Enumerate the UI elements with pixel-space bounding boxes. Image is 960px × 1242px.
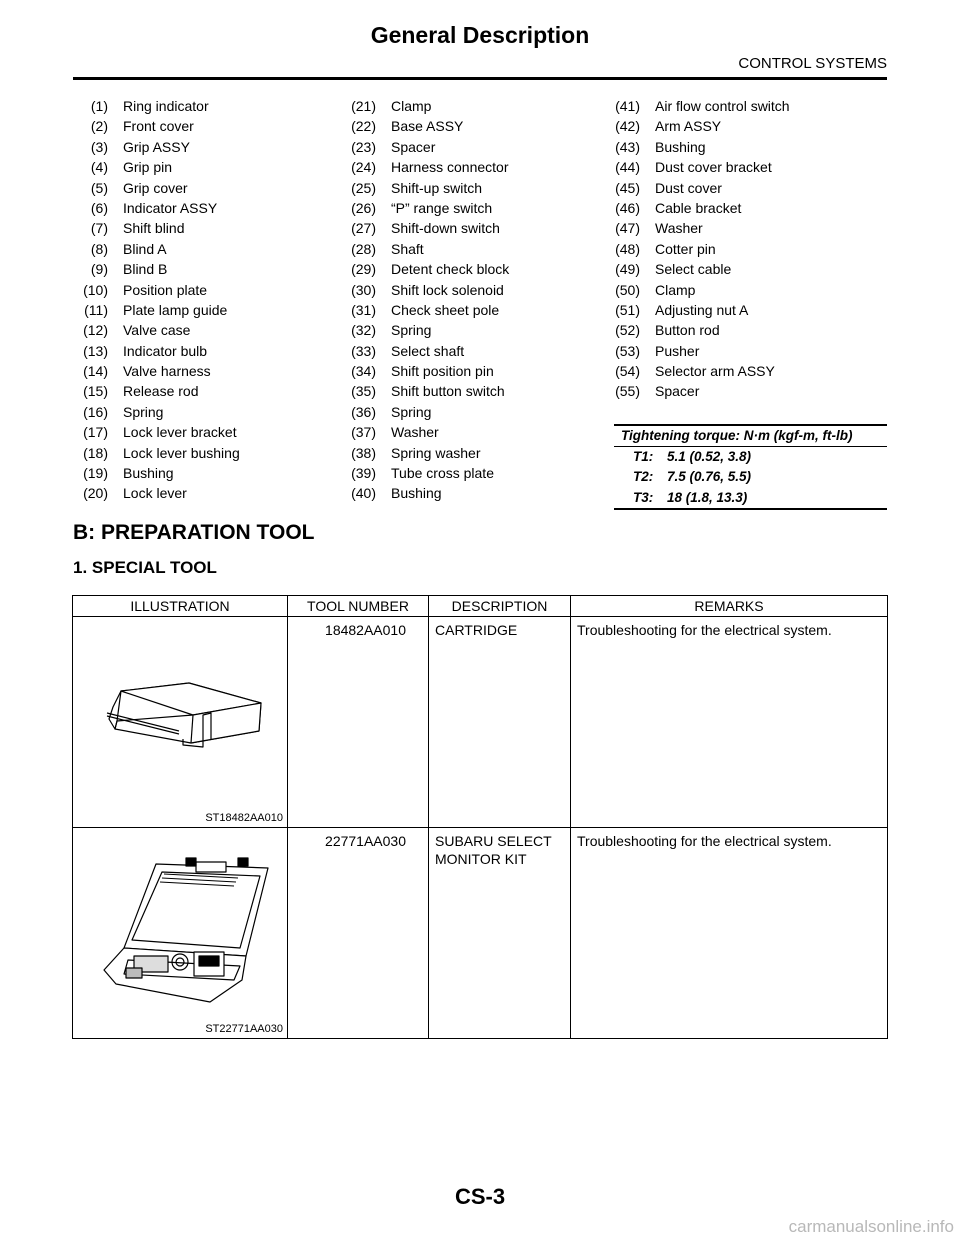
part-name: Spring — [391, 403, 432, 420]
part-number: (28) — [351, 240, 376, 257]
part-number: (29) — [351, 261, 376, 278]
part-name: Air flow control switch — [655, 98, 790, 114]
part-number: (18) — [83, 444, 108, 461]
part-name: Spring — [123, 403, 164, 420]
part-name: Grip ASSY — [123, 138, 190, 155]
part-number: (36) — [351, 403, 376, 420]
part-name: Shift button switch — [391, 383, 505, 400]
part-name: Shift-up switch — [391, 179, 483, 196]
part-name: Shift blind — [123, 220, 185, 237]
part-name: Cotter pin — [655, 240, 716, 257]
cartridge-illustration — [99, 681, 269, 771]
part-name: Button rod — [655, 322, 720, 339]
torque-row — [614, 447, 887, 467]
header-divider — [73, 77, 887, 80]
part-name: Washer — [391, 424, 439, 441]
part-number: (19) — [83, 465, 108, 482]
part-name: “P” range switch — [391, 199, 493, 216]
column-header: REMARKS — [571, 596, 888, 617]
torque-label: T3: — [633, 489, 654, 505]
part-number: (46) — [615, 199, 640, 216]
part-name: Base ASSY — [391, 118, 464, 135]
part-number: (42) — [615, 118, 640, 135]
part-name: Blind B — [123, 261, 168, 278]
part-number: (45) — [615, 179, 640, 196]
part-number: (38) — [351, 444, 376, 461]
section-heading: B: PREPARATION TOOL — [73, 521, 315, 544]
special-tool-table — [72, 595, 888, 1039]
torque-heading: Tightening torque: N·m (kgf-m, ft-lb) — [614, 426, 887, 447]
part-name: Clamp — [391, 98, 432, 114]
tool-remarks: Troubleshooting for the electrical system. — [571, 617, 888, 828]
part-number: (16) — [83, 403, 108, 420]
part-number: (2) — [90, 118, 108, 135]
part-number: (39) — [351, 465, 376, 482]
part-number: (8) — [90, 240, 108, 257]
part-name: Adjusting nut A — [655, 301, 749, 318]
part-name: Spring washer — [391, 444, 481, 461]
part-number: (49) — [615, 261, 640, 278]
illustration-caption: ST22771AA030 — [205, 1023, 283, 1035]
part-number: (12) — [83, 322, 108, 339]
torque-label: T2: — [633, 469, 654, 485]
table-row — [73, 617, 888, 828]
part-name: Lock lever — [123, 485, 187, 502]
part-name: Plate lamp guide — [123, 301, 228, 318]
part-name: Select shaft — [391, 342, 465, 359]
part-number: (4) — [90, 159, 108, 176]
part-number: (25) — [351, 179, 376, 196]
part-name: Check sheet pole — [391, 301, 500, 318]
part-name: Indicator bulb — [123, 342, 208, 359]
part-number: (10) — [83, 281, 108, 298]
tool-description: CARTRIDGE — [429, 617, 571, 828]
part-name: Spring — [391, 322, 432, 339]
part-name: Position plate — [123, 281, 208, 298]
torque-row — [614, 488, 887, 508]
part-number: (1) — [90, 98, 108, 114]
part-number: (13) — [83, 342, 108, 359]
part-name: Bushing — [391, 485, 442, 502]
page-title: General Description — [370, 22, 590, 48]
part-number: (20) — [83, 485, 108, 502]
part-name: Grip cover — [123, 179, 188, 196]
part-name: Clamp — [655, 281, 696, 298]
part-number: (40) — [351, 485, 376, 502]
part-number: (30) — [351, 281, 376, 298]
part-name: Valve case — [123, 322, 191, 339]
torque-value: 18 (1.8, 13.3) — [667, 489, 748, 505]
part-number: (33) — [351, 342, 376, 359]
part-number: (9) — [90, 261, 108, 278]
part-number: (48) — [615, 240, 640, 257]
table-header-row — [73, 596, 888, 617]
part-name: Bushing — [655, 138, 706, 155]
watermark: carmanualsonline.info — [788, 1217, 954, 1236]
part-name: Selector arm ASSY — [655, 363, 775, 380]
part-name: Lock lever bracket — [123, 424, 237, 441]
part-name: Spacer — [655, 383, 700, 400]
part-number: (23) — [351, 138, 376, 155]
table-row — [73, 828, 888, 1039]
part-number: (55) — [615, 383, 640, 400]
part-name: Bushing — [123, 465, 174, 482]
column-header: TOOL NUMBER — [288, 596, 429, 617]
torque-box — [614, 424, 887, 510]
part-name: Ring indicator — [123, 98, 209, 114]
part-name: Harness connector — [391, 159, 509, 176]
page-number: CS-3 — [454, 1184, 506, 1209]
monitor-kit-illustration — [98, 852, 278, 1012]
part-name: Detent check block — [391, 261, 510, 278]
part-name: Front cover — [123, 118, 194, 135]
torque-row — [614, 467, 887, 487]
part-number: (7) — [90, 220, 108, 237]
part-name: Shift lock solenoid — [391, 281, 504, 298]
part-number: (35) — [351, 383, 376, 400]
part-name: Shift position pin — [391, 363, 494, 380]
column-header: ILLUSTRATION — [73, 596, 288, 617]
part-number: (15) — [83, 383, 108, 400]
part-number: (50) — [615, 281, 640, 298]
tool-number: 22771AA030 — [288, 828, 429, 1039]
part-number: (52) — [615, 322, 640, 339]
part-name: Select cable — [655, 261, 732, 278]
part-number: (37) — [351, 424, 376, 441]
subsection-heading: 1. SPECIAL TOOL — [73, 558, 217, 577]
part-number: (31) — [351, 301, 376, 318]
part-number: (5) — [90, 179, 108, 196]
tool-remarks: Troubleshooting for the electrical system. — [571, 828, 888, 1039]
part-name: Blind A — [123, 240, 167, 257]
part-number: (41) — [615, 98, 640, 114]
illustration-cell — [73, 828, 288, 1039]
part-name: Arm ASSY — [655, 118, 722, 135]
torque-value: 5.1 (0.52, 3.8) — [667, 449, 752, 464]
part-number: (51) — [615, 301, 640, 318]
part-number: (3) — [90, 138, 108, 155]
part-number: (11) — [84, 301, 108, 318]
part-number: (43) — [615, 138, 640, 155]
part-number: (27) — [351, 220, 376, 237]
part-name: Grip pin — [123, 159, 173, 176]
column-header: DESCRIPTION — [429, 596, 571, 617]
part-number: (17) — [83, 424, 108, 441]
part-name: Cable bracket — [655, 199, 742, 216]
part-name: Dust cover bracket — [655, 159, 772, 176]
part-number: (53) — [615, 342, 640, 359]
part-name: Shift-down switch — [391, 220, 500, 237]
part-number: (54) — [615, 363, 640, 380]
part-number: (44) — [615, 159, 640, 176]
part-name: Dust cover — [655, 179, 722, 196]
part-name: Pusher — [655, 342, 700, 359]
part-name: Spacer — [391, 138, 436, 155]
part-number: (34) — [351, 363, 376, 380]
part-number: (32) — [351, 322, 376, 339]
illustration-caption: ST18482AA010 — [205, 812, 283, 824]
part-number: (22) — [351, 118, 376, 135]
part-name: Washer — [655, 220, 703, 237]
part-name: Shaft — [391, 240, 424, 257]
part-name: Indicator ASSY — [123, 199, 218, 216]
part-number: (47) — [615, 220, 640, 237]
part-number: (24) — [351, 159, 376, 176]
torque-value: 7.5 (0.76, 5.5) — [667, 469, 752, 485]
section-name: CONTROL SYSTEMS — [738, 55, 887, 72]
tool-description: SUBARU SELECT MONITOR KIT — [429, 828, 571, 1039]
part-number: (6) — [90, 199, 108, 216]
part-name: Lock lever bushing — [123, 444, 240, 461]
part-number: (26) — [351, 199, 376, 216]
illustration-cell — [73, 617, 288, 828]
part-number: (14) — [83, 363, 108, 380]
part-name: Tube cross plate — [391, 465, 494, 482]
tool-number: 18482AA010 — [288, 617, 429, 828]
part-name: Valve harness — [123, 363, 211, 380]
torque-label: T1: — [633, 449, 654, 464]
part-number: (21) — [351, 98, 376, 114]
part-name: Release rod — [123, 383, 199, 400]
